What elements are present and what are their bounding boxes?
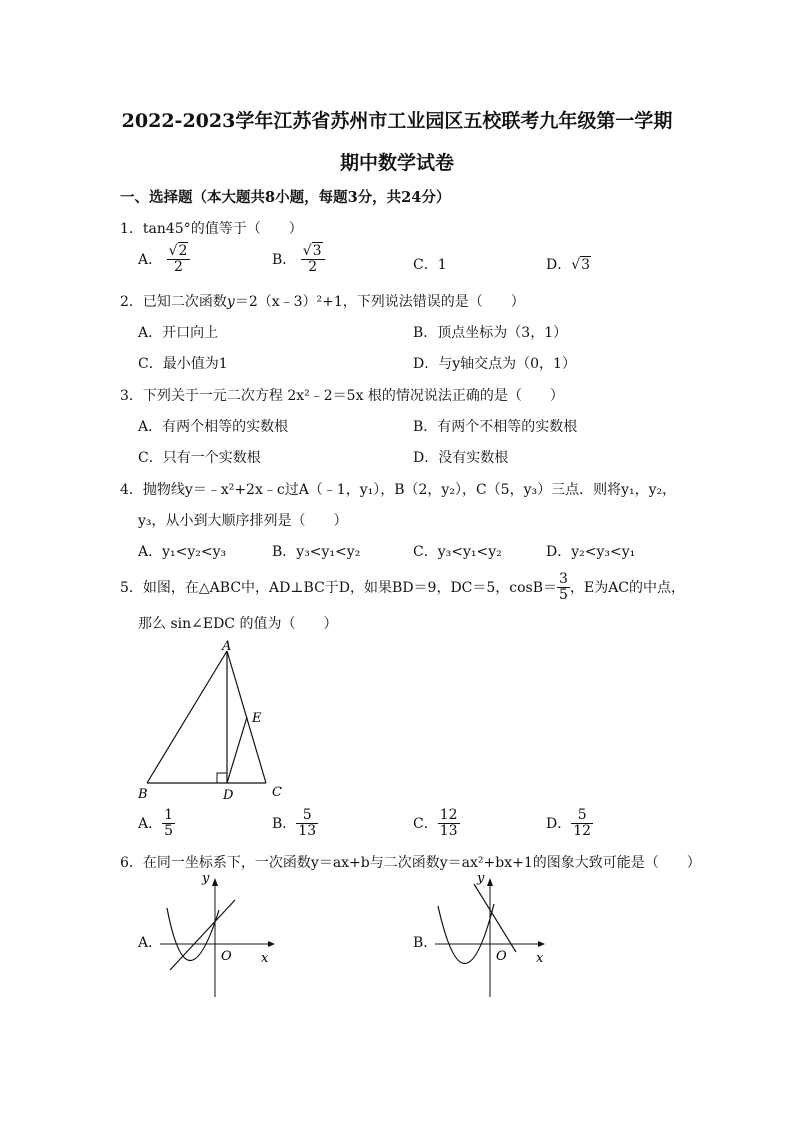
y-label: y	[477, 872, 485, 886]
question-1-option-c: C．1	[413, 257, 447, 273]
question-4-stem-line1: 4．抛物线y＝﹣x²+2x﹣c过A（﹣1，y₁），B（2，y₂），C（5，y₃）三点．则将y₁，y₂，	[120, 482, 677, 498]
x-label: x	[261, 951, 269, 966]
origin-label: O	[221, 949, 232, 964]
question-6-stem: 6．在同一坐标系下，一次函数y＝ax+b与二次函数y＝ax²+bx+1的图象大致可能是（ ）	[120, 855, 701, 871]
question-5-stem-line1: 5．如图，在△ABC中，AD⊥BC于D，如果BD＝9，DC＝5，cosB＝ $\frac{3}{5}$ ，E为AC的中点，	[120, 571, 686, 604]
question-1-option-d: D．√3	[546, 257, 591, 273]
page-subtitle: 期中数学试卷	[339, 152, 454, 174]
question-5-option-d: D． $\frac{5}{12}$	[546, 807, 592, 840]
x-axis-arrow	[268, 941, 275, 947]
y-label: y	[202, 872, 210, 886]
section-heading: 一、选择题（本大题共8小题，每题3分，共24分）	[120, 189, 451, 206]
question-3-option-a: A．有两个相等的实数根	[138, 419, 289, 435]
label-c: C	[272, 785, 282, 800]
label-a: A	[222, 639, 232, 654]
label-b: B	[138, 787, 148, 802]
x-label: x	[536, 951, 544, 966]
origin-label: O	[496, 949, 507, 964]
page-title: 2022-2023学年江苏省苏州市工业园区五校联考九年级第一学期	[121, 110, 673, 132]
question-6-option-b-label: B．	[413, 935, 438, 951]
question-1-stem: 1．tan45°的值等于（ ）	[120, 221, 303, 237]
question-2-option-d: D．与y轴交点为（0，1）	[413, 356, 576, 372]
triangle-figure	[130, 636, 300, 806]
graph-a	[155, 872, 280, 1000]
y-axis-arrow	[487, 878, 493, 886]
question-5-stem-line2: 那么 sin∠EDC 的值为（ ）	[138, 616, 338, 632]
question-4-option-c: C．y₃<y₁<y₂	[413, 544, 502, 560]
question-2-option-b: B．顶点坐标为（3，1）	[413, 325, 568, 341]
question-3-option-b: B．有两个不相等的实数根	[413, 419, 578, 435]
side-ab	[147, 651, 227, 783]
parabola-curve	[167, 908, 219, 961]
question-4-option-a: A．y₁<y₂<y₃	[138, 544, 227, 560]
question-2-stem: 2．已知二次函数y＝2（x﹣3）²+1，下列说法错误的是（ ）	[120, 294, 525, 310]
segment-de	[227, 717, 247, 783]
question-2-option-a: A．开口向上	[138, 325, 219, 341]
question-5-option-c: C． $\frac{12}{13}$	[413, 807, 458, 840]
right-angle-mark	[217, 773, 227, 783]
linear-line	[474, 884, 516, 952]
question-1-option-a: A． $\frac{√2}{2}$	[138, 244, 190, 276]
parabola-curve	[438, 904, 494, 964]
question-3-option-d: D．没有实数根	[413, 450, 509, 466]
question-5-option-a: A． $\frac{1}{5}$	[138, 807, 174, 840]
question-5-option-b: B． $\frac{5}{13}$	[272, 807, 317, 840]
label-e: E	[252, 711, 262, 726]
question-6-option-a-label: A．	[138, 935, 163, 951]
question-4-option-d: D．y₂<y₃<y₁	[546, 544, 636, 560]
x-axis-arrow	[538, 941, 545, 947]
question-1-option-b: B． $\frac{√3}{2}$	[272, 244, 325, 276]
question-3-stem: 3．下列关于一元二次方程 2x²﹣2＝5x 根的情况说法正确的是（ ）	[120, 388, 564, 404]
question-2-option-c: C．最小值为1	[138, 356, 228, 372]
question-4-stem-line2: y₃，从小到大顺序排列是（ ）	[138, 513, 348, 529]
question-4-option-b: B．y₃<y₁<y₂	[272, 544, 361, 560]
label-d: D	[223, 788, 234, 803]
graph-b	[430, 872, 555, 1000]
y-axis-arrow	[212, 878, 218, 886]
question-3-option-c: C．只有一个实数根	[138, 450, 261, 466]
